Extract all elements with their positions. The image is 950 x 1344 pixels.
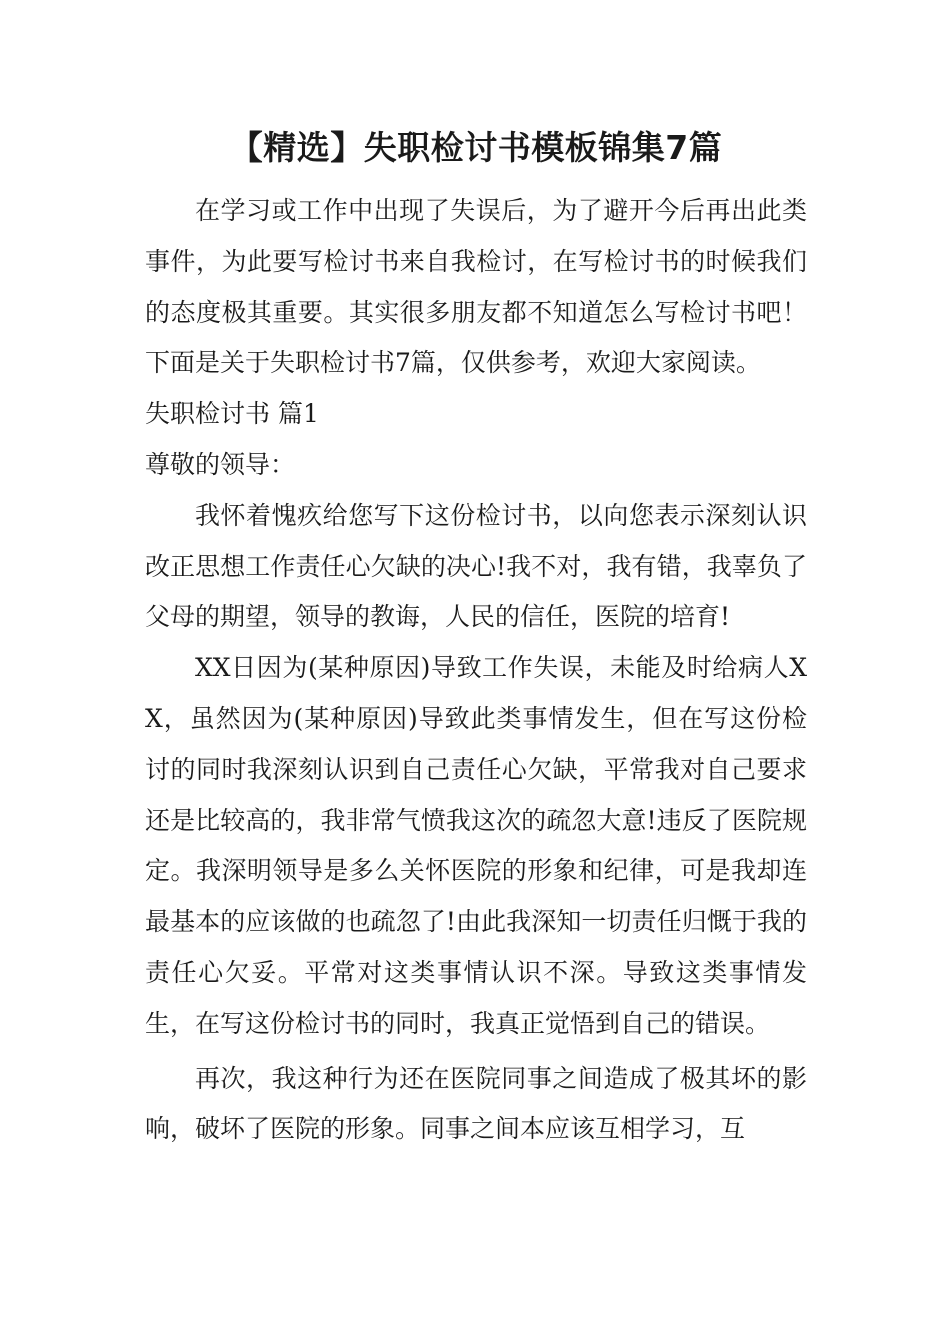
intro-paragraph: 在学习或工作中出现了失误后，为了避开今后再出此类事件，为此要写检讨书来自我检讨，在写检讨书的时候我们的态度极其重要。其实很多朋友都不知道怎么写检讨书吧！下面是关于失职检讨书7篇，仅供参考，欢迎大家阅读。 [145, 196, 807, 378]
body-paragraph-3: 再次，我这种行为还在医院同事之间造成了极其坏的影响，破坏了医院的形象。同事之间本应该互相学习，互 [145, 1063, 807, 1144]
document-title: 【精选】失职检讨书模板锦集7篇 [229, 128, 723, 167]
body-paragraph-1: 我怀着愧疚给您写下这份检讨书，以向您表示深刻认识改正思想工作责任心欠缺的决心!我不对，我有错，我辜负了父母的期望，领导的教诲，人民的信任，医院的培育! [145, 500, 807, 632]
document-page [145, 122, 807, 1155]
salutation: 尊敬的领导： [145, 449, 296, 479]
body-paragraph-2: XX日因为(某种原因)导致工作失误，未能及时给病人XX，虽然因为(某种原因)导致此类事情发生，但在写这份检讨的同时我深刻认识到自己责任心欠缺，平常我对自己要求还是比较高的，我非常气愤我这次的疏忽大意!违反了医院规定。我深明领导是多么关怀医院的形象和纪律，可是我却连最基本的应该做的也疏忽了!由此我深知一切责任归慨于我的责任心欠妥。平常对这类事情认识不深。导致这类事情发生，在写这份检讨书的同时，我真正觉悟到自己的错误。 [145, 653, 807, 1038]
section-heading: 失职检讨书 篇1 [145, 399, 319, 429]
